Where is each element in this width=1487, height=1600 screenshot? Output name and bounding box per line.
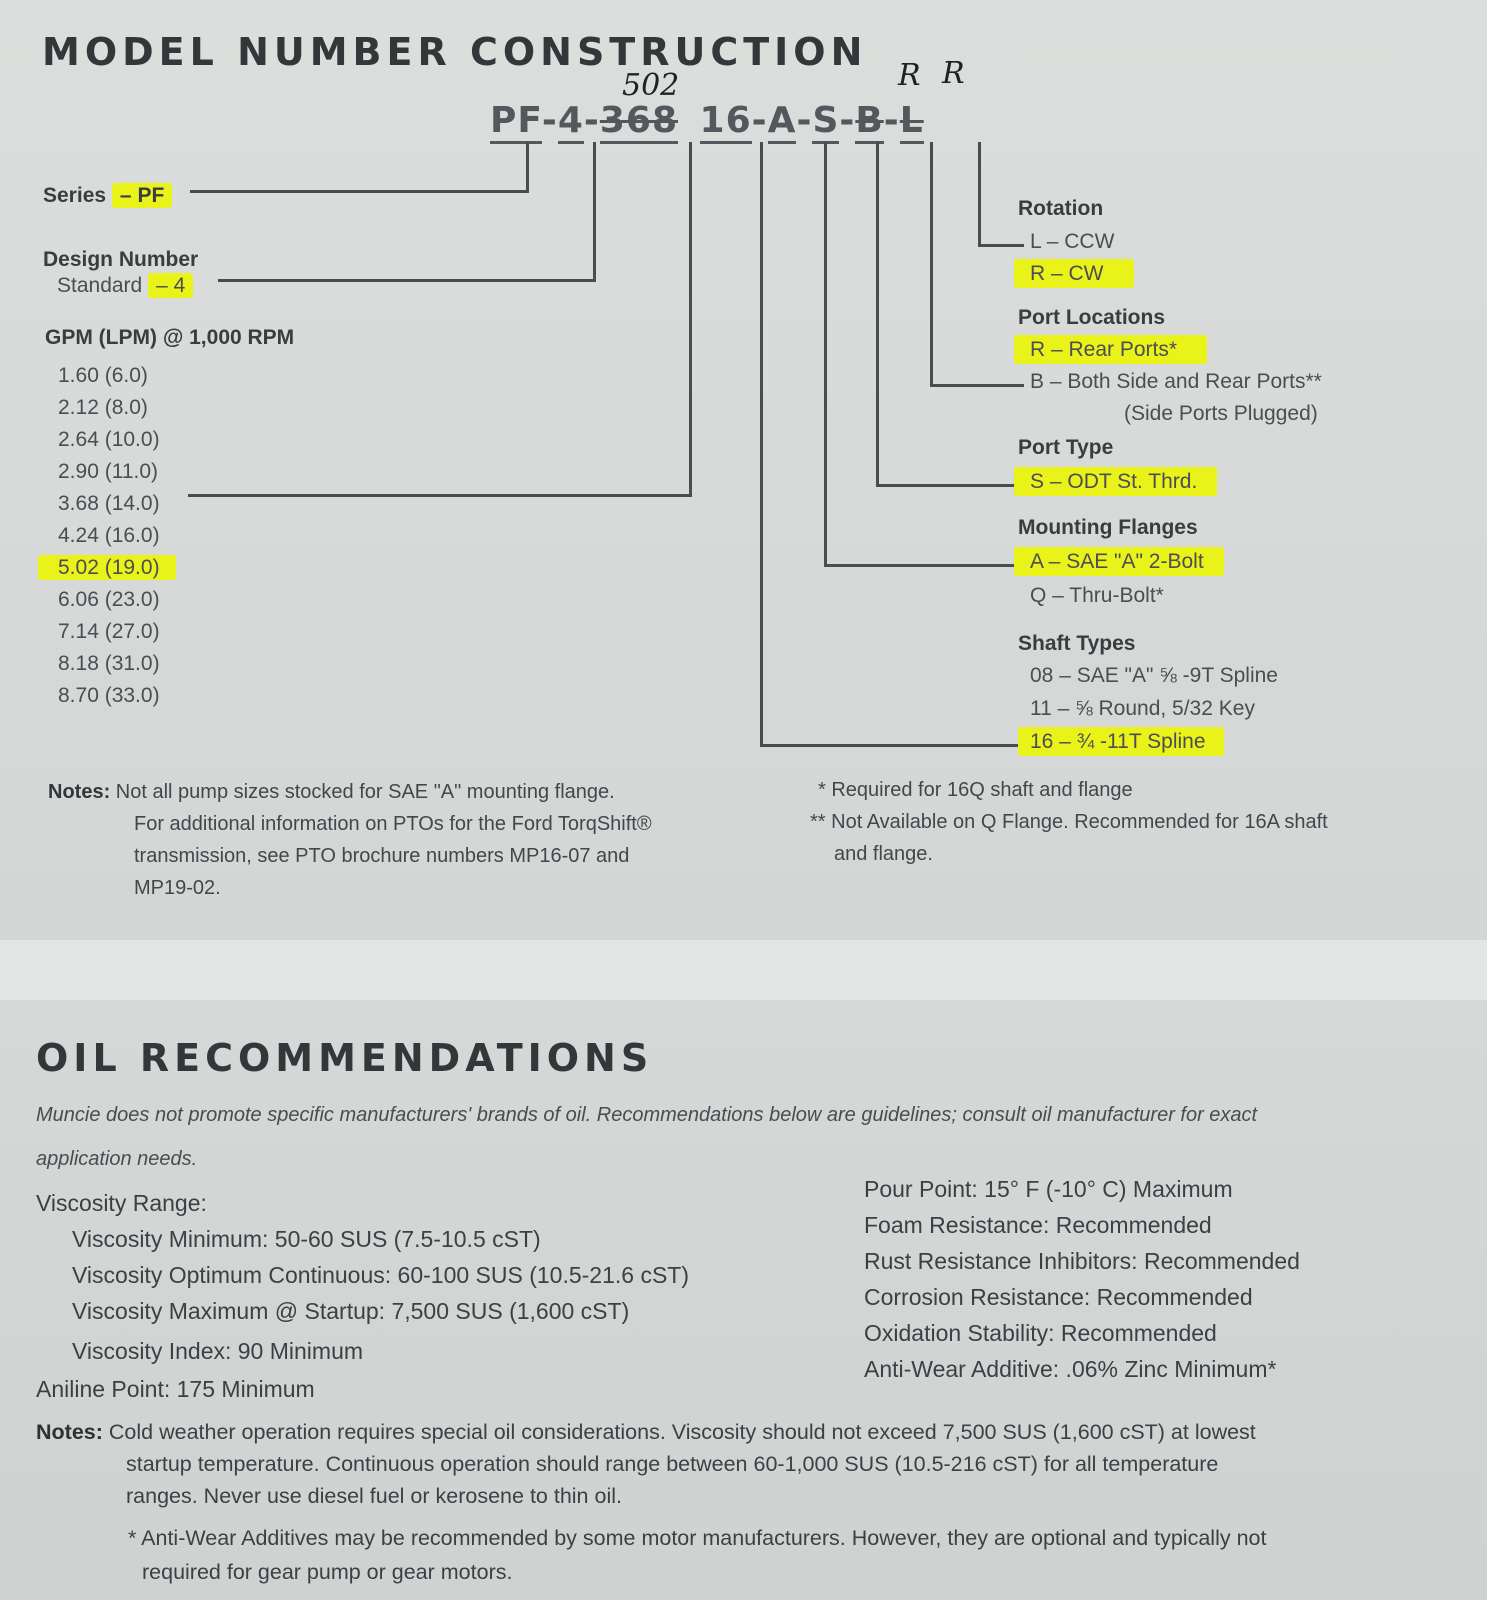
mounting-selected: A – SAE "A" 2-Bolt [1014,547,1224,576]
gpm-item: 7.14 (27.0) [58,620,160,643]
design-text: Standard [57,274,143,297]
connector-line [526,142,529,192]
connector-line [978,142,981,246]
aniline-point: Aniline Point: 175 Minimum [36,1376,315,1402]
connector-line [876,484,1020,487]
code-sep: - [541,100,558,141]
design-label: Design Number [43,248,199,271]
footnote: ** Not Available on Q Flange. Recommended for 16A shaft [810,811,1328,833]
notes-line: Not all pump sizes stocked for SAE "A" mounting flange. [115,781,615,803]
mounting-flanges-label: Mounting Flanges [1018,516,1198,539]
gpm-item: 3.68 (14.0) [58,492,160,515]
code-sep: - [583,100,600,141]
code-shaft: 16 [700,100,752,144]
rotation-option: L – CCW [1030,230,1115,253]
shaft-option: 11 – ⅝ Round, 5/32 Key [1030,697,1255,720]
panel-gap [0,940,1487,1000]
oil-spec: Oxidation Stability: Recommended [864,1320,1217,1346]
code-flange: A [768,100,797,144]
connector-line [930,384,1024,387]
port-location-note: (Side Ports Plugged) [1124,402,1318,425]
rotation-label: Rotation [1018,197,1104,220]
model-title: MODEL NUMBER CONSTRUCTION [42,30,868,74]
model-notes [48,776,615,808]
connector-line [188,494,692,497]
oil-notes-line: startup temperature. Continuous operation should range between 60-1,000 SUS (10.5-216 cST) for all temperature [126,1452,1219,1476]
viscosity-range-label: Viscosity Range: [36,1190,207,1216]
notes-line: transmission, see PTO brochure numbers MP16-07 and [134,845,630,867]
connector-line [760,142,763,746]
oil-disclaimer: Muncie does not promote specific manufacturers' brands of oil. Recommendations below are guidelines; consult oil manufacturer for exact [36,1104,1258,1126]
connector-line [760,744,1020,747]
oil-notes-line: Cold weather operation requires special oil considerations. Viscosity should not exceed 7,500 SUS (1,600 cST) at lowest [108,1420,1256,1444]
gpm-item: 8.18 (31.0) [58,652,160,675]
connector-line [593,142,596,282]
series-label: Series [43,184,107,207]
oil-title: OIL RECOMMENDATIONS [36,1036,654,1080]
gpm-item-selected: 5.02 (19.0) [38,555,176,580]
notes-label: Notes: [48,781,111,803]
code-port-location: B [855,100,883,144]
gpm-item: 2.12 (8.0) [58,396,148,419]
handwritten-gpm: 502 [622,68,680,103]
oil-notes [36,1420,1256,1445]
footnote: * Required for 16Q shaft and flange [818,779,1133,801]
connector-line [218,279,596,282]
viscosity-item: Viscosity Maximum @ Startup: 7,500 SUS (1,600 cST) [72,1298,630,1324]
design-standard [57,274,193,298]
gpm-item: 8.70 (33.0) [58,684,160,707]
model-code [490,100,924,141]
port-type-label: Port Type [1018,436,1114,459]
series-code: PF [137,184,165,207]
oil-notes-line: ranges. Never use diesel fuel or kerosene to thin oil. [126,1484,622,1508]
connector-line [930,142,933,386]
gpm-item: 4.24 (16.0) [58,524,160,547]
rotation-option-selected: R – CW [1014,259,1134,288]
gpm-item: 2.90 (11.0) [58,460,159,483]
connector-line [190,190,529,193]
connector-line [689,142,692,496]
oil-spec: Pour Point: 15° F (-10° C) Maximum [864,1176,1233,1202]
oil-spec: Foam Resistance: Recommended [864,1212,1212,1238]
connector-line [824,142,827,566]
code-port-type: S [812,100,839,144]
handwritten-port: R [898,58,921,93]
connector-line [978,244,1024,247]
port-location-option: B – Both Side and Rear Ports** [1030,370,1322,393]
oil-disclaimer: application needs. [36,1148,198,1170]
gpm-item: 6.06 (23.0) [58,588,160,611]
viscosity-item: Viscosity Optimum Continuous: 60-100 SUS (10.5-21.6 cST) [72,1262,690,1288]
code-design: 4 [558,100,584,144]
shaft-option: 08 – SAE "A" ⅝ -9T Spline [1030,664,1278,687]
mounting-option: Q – Thru-Bolt* [1030,584,1164,607]
gpm-item-highlighted [38,552,176,584]
code-rotation: L [900,100,924,144]
code-sep: - [751,100,768,141]
footnote: and flange. [834,843,933,865]
oil-notes-label: Notes: [36,1420,103,1444]
gpm-list [58,360,176,712]
code-sep: - [883,100,900,141]
port-locations-label: Port Locations [1018,306,1166,329]
code-sep: - [839,100,856,141]
code-series: PF [490,100,542,144]
handwritten-rotation: R [942,56,965,91]
shaft-types-label: Shaft Types [1018,632,1136,655]
oil-spec: Anti-Wear Additive: .06% Zinc Minimum* [864,1356,1277,1382]
gpm-item: 2.64 (10.0) [58,428,160,451]
gpm-label: GPM (LPM) @ 1,000 RPM [45,326,295,349]
code-gpm: 368 [600,100,678,144]
viscosity-item: Viscosity Minimum: 50-60 SUS (7.5-10.5 cST) [72,1226,541,1252]
viscosity-item: Viscosity Index: 90 Minimum [72,1338,364,1364]
series-dash: – [119,184,132,207]
series-value [112,183,172,208]
oil-spec: Rust Resistance Inhibitors: Recommended [864,1248,1300,1274]
port-location-selected: R – Rear Ports* [1014,335,1207,364]
oil-footnote: required for gear pump or gear motors. [142,1560,513,1584]
connector-line [876,142,879,486]
connector-line [824,564,1020,567]
shaft-selected: 16 – ¾ -11T Spline [1018,727,1224,756]
notes-line: For additional information on PTOs for the Ford TorqShift® [134,813,652,835]
series-label-group [43,184,172,208]
design-value: – 4 [148,273,193,298]
oil-footnote: * Anti-Wear Additives may be recommended by some motor manufacturers. However, they are optional and typically not [128,1526,1267,1550]
gpm-item: 1.60 (6.0) [58,364,148,387]
port-type-selected: S – ODT St. Thrd. [1014,467,1217,496]
code-sep: - [796,100,813,141]
oil-spec: Corrosion Resistance: Recommended [864,1284,1253,1310]
notes-line: MP19-02. [134,877,221,899]
